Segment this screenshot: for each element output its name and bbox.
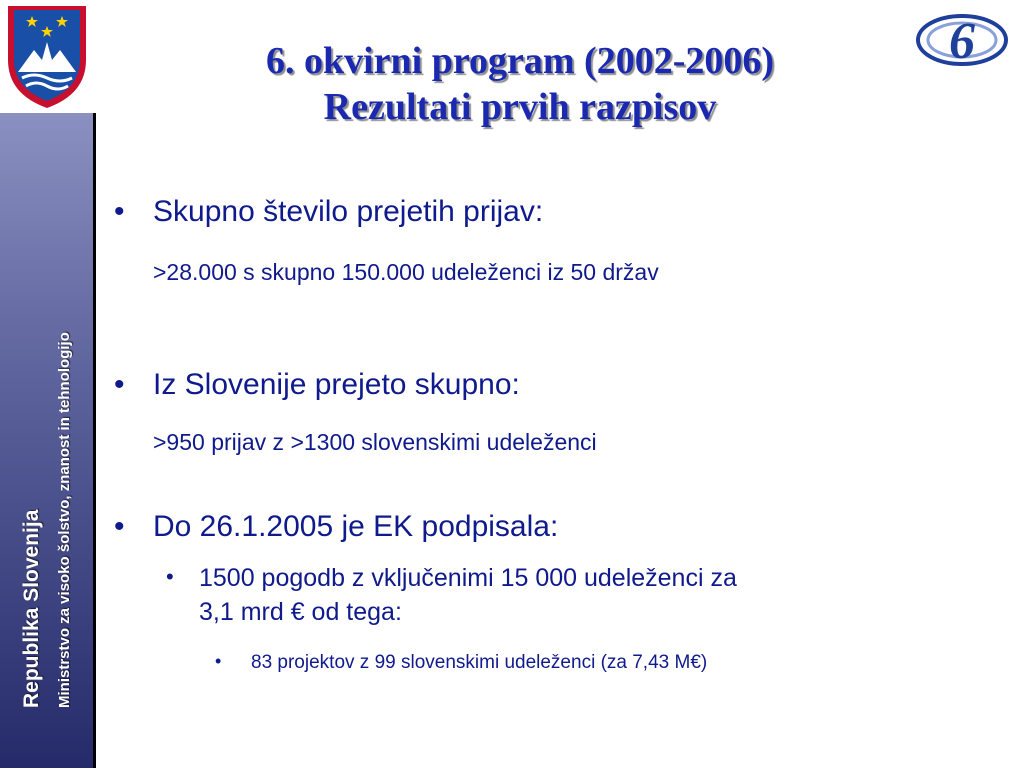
page-title bbox=[110, 38, 930, 130]
sidebar bbox=[0, 113, 96, 768]
bullet-3-sub-line-2: 3,1 mrd € od tega: bbox=[199, 598, 402, 626]
slovenia-coat-of-arms bbox=[4, 2, 90, 110]
title-line-1: 6. okvirni program (2002-2006) bbox=[265, 40, 775, 82]
bullet-dot: • bbox=[114, 195, 125, 228]
bullet-3-sub-line-1: 1500 pogodb z vključenimi 15 000 udeleženci za bbox=[199, 564, 737, 592]
bullet-dot-level3: • bbox=[215, 651, 222, 671]
bullet-3-subsub-text: 83 projektov z 99 slovenskimi udeleženci (za 7,43 M€) bbox=[251, 652, 708, 673]
bullet-1-detail: >28.000 s skupno 150.000 udeleženci iz 50 držav bbox=[153, 259, 659, 285]
bullet-dot: • bbox=[114, 510, 125, 543]
bullet-3-sub-text bbox=[199, 561, 737, 629]
bullet-3-text: Do 26.1.2005 je EK podpisala: bbox=[153, 510, 559, 543]
bullet-2-detail: >950 prijav z >1300 slovenskimi udeleženci bbox=[153, 429, 597, 455]
sidebar-ministry-label: Ministrstvo za visoko šolstvo, znanost in tehnologijo bbox=[56, 332, 73, 708]
svg-text:6: 6 bbox=[949, 13, 975, 70]
bullet-dot-level2: • bbox=[166, 564, 174, 589]
bullet-dot: • bbox=[114, 368, 125, 401]
bullet-1-text: Skupno število prejetih prijav: bbox=[153, 195, 544, 228]
bullet-2-text: Iz Slovenije prejeto skupno: bbox=[153, 368, 520, 401]
sidebar-republic-label: Republika Slovenija bbox=[20, 509, 43, 708]
sidebar-text bbox=[0, 113, 93, 768]
title-line-2: Rezultati prvih razpisov bbox=[323, 86, 717, 128]
